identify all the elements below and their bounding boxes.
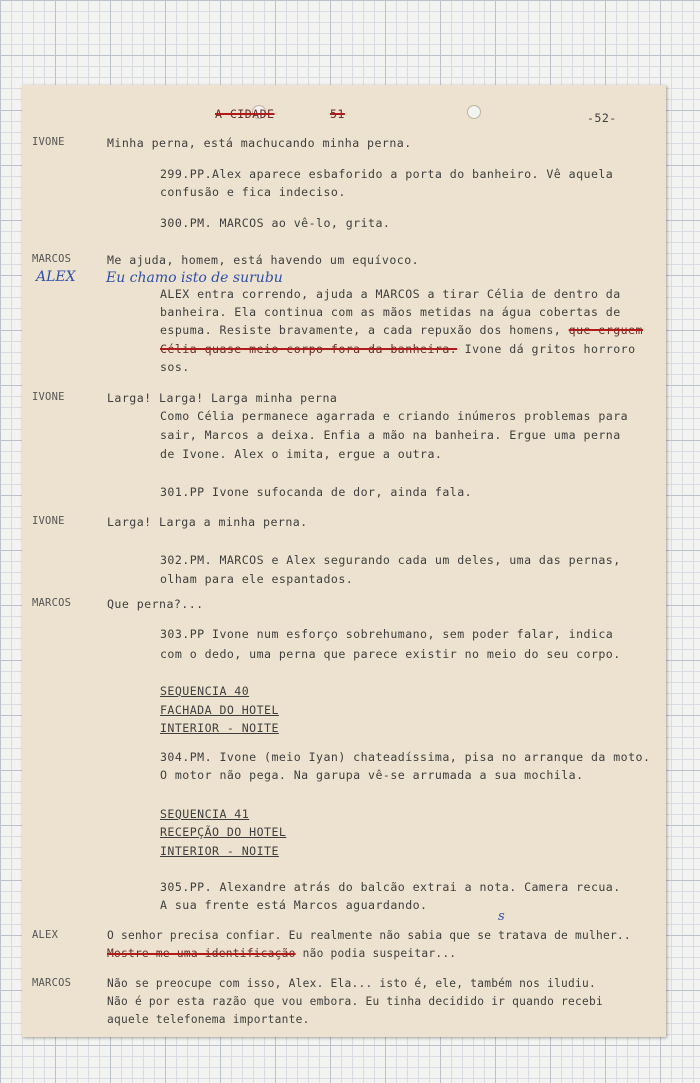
action-line: banheira. Ela continua com as mãos metidas na água cobertas de xyxy=(160,305,621,319)
sequence-heading: SEQUENCIA 40 xyxy=(160,684,250,698)
handwritten-note: Eu chamo isto de surubu xyxy=(106,270,283,286)
struck-text: Célia quase meio corpo fora da banheira. xyxy=(160,342,458,356)
dialogue-line xyxy=(107,947,456,960)
sequence-time: INTERIOR - NOITE xyxy=(160,844,279,858)
shot-300: 300.PM. MARCOS ao vê-lo, grita. xyxy=(160,216,391,230)
sequence-time: INTERIOR - NOITE xyxy=(160,721,279,735)
shot-302-line-2: olham para ele espantados. xyxy=(160,572,354,586)
action-line: ALEX entra correndo, ajuda a MARCOS a tirar Célia de dentro da xyxy=(160,287,621,301)
dialogue-line: Larga! Larga! Larga minha perna xyxy=(107,391,338,405)
action-line: de Ivone. Alex o imita, ergue a outra. xyxy=(160,447,443,461)
sequence-location: FACHADA DO HOTEL xyxy=(160,703,279,717)
struck-page-number: 51 xyxy=(330,107,345,121)
shot-305-line-2: A sua frente está Marcos aguardando. xyxy=(160,898,428,912)
shot-303-line-1: 303.PP Ivone num esforço sobrehumano, sem poder falar, indica xyxy=(160,627,614,641)
dialogue-line: Me ajuda, homem, está havendo um equívoco. xyxy=(107,253,420,267)
struck-text: Mostre-me uma identificação xyxy=(107,947,296,960)
dialogue-line: Larga! Larga a minha perna. xyxy=(107,515,308,529)
shot-299-line-1: 299.PP.Alex aparece esbaforido a porta do banheiro. Vê aquela xyxy=(160,167,614,181)
action-line: sair, Marcos a deixa. Enfia a mão na banheira. Ergue uma perna xyxy=(160,428,621,442)
shot-303-line-2: com o dedo, uma perna que parece existir no meio do seu corpo. xyxy=(160,647,621,661)
shot-304-line-1: 304.PM. Ivone (meio Iyan) chateadíssima, pisa no arranque da moto. xyxy=(160,750,651,764)
shot-299-line-2: confusão e fica indeciso. xyxy=(160,185,346,199)
dialogue-line: Que perna?... xyxy=(107,597,204,611)
shot-304-line-2: O motor não pega. Na garupa vê-se arrumada a sua mochila. xyxy=(160,768,584,782)
dialogue-line: Não é por esta razão que vou embora. Eu tinha decidido ir quando recebi xyxy=(107,995,603,1008)
script-page xyxy=(22,85,666,1037)
dialogue-line: Não se preocupe com isso, Alex. Ela... isto é, ele, também nos iludiu. xyxy=(107,977,596,990)
speaker-marcos: MARCOS xyxy=(32,977,72,989)
action-line: Como Célia permanece agarrada e criando inúmeros problemas para xyxy=(160,409,629,423)
dialogue-line: aquele telefonema importante. xyxy=(107,1013,310,1026)
action-line: sos. xyxy=(160,360,190,374)
dialogue-line: O senhor precisa confiar. Eu realmente não sabia que se tratava de mulher.. xyxy=(107,929,631,942)
speaker-marcos: MARCOS xyxy=(32,253,72,265)
action-text: Ivone dá gritos horroro xyxy=(464,342,636,356)
handwritten-speaker-alex: ALEX xyxy=(36,269,76,285)
speaker-ivone: IVONE xyxy=(32,136,65,148)
shot-305-line-1: 305.PP. Alexandre atrás do balcão extrai a nota. Camera recua. xyxy=(160,880,621,894)
speaker-marcos: MARCOS xyxy=(32,597,72,609)
action-line xyxy=(160,323,643,337)
handwritten-correction: s xyxy=(498,909,505,924)
sequence-location: RECEPÇÃO DO HOTEL xyxy=(160,825,287,839)
action-text: espuma. Resiste bravamente, a cada repuxão dos homens, xyxy=(160,323,562,337)
punch-hole-right xyxy=(467,105,481,119)
page-number: -52- xyxy=(587,111,617,125)
speaker-alex: ALEX xyxy=(32,929,59,941)
action-line xyxy=(160,342,636,356)
dialogue-line: Minha perna, está machucando minha perna. xyxy=(107,136,412,150)
speaker-ivone: IVONE xyxy=(32,515,65,527)
dialogue-text: não podia suspeitar... xyxy=(302,947,457,960)
sequence-heading: SEQUENCIA 41 xyxy=(160,807,250,821)
shot-302-line-1: 302.PM. MARCOS e Alex segurando cada um deles, uma das pernas, xyxy=(160,553,621,567)
shot-301: 301.PP Ivone sufocanda de dor, ainda fala. xyxy=(160,485,473,499)
struck-title: A CIDADE xyxy=(215,107,275,121)
speaker-ivone: IVONE xyxy=(32,391,65,403)
struck-text: que erguem xyxy=(568,323,643,337)
